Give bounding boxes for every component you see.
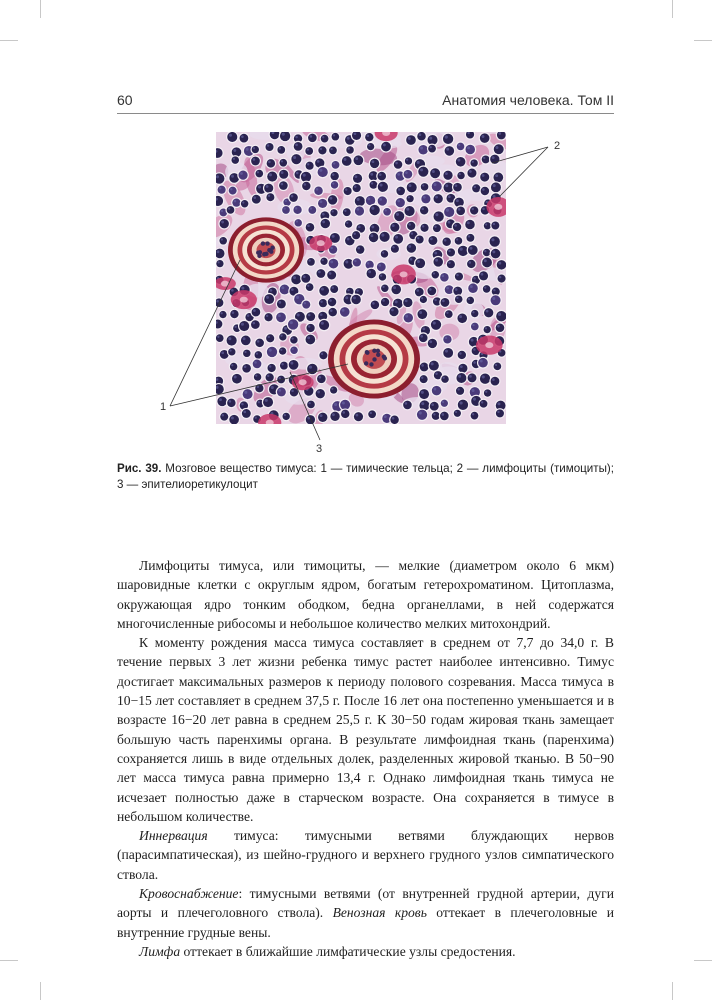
crop-mark [40, 982, 41, 1000]
italic-term: Лимфа [139, 943, 181, 959]
crop-mark [40, 0, 41, 18]
body-text [117, 556, 614, 961]
running-title: Анатомия человека. Том II [442, 92, 614, 108]
crop-mark [0, 960, 18, 961]
italic-term: Иннервация [139, 828, 208, 844]
header-rule [117, 113, 614, 114]
running-header [117, 92, 614, 114]
paragraph: Кровоснабжение: тимусными ветвями (от внутренней грудной артерии, дуги аорты и плечеголовного ствола). Венозная кровь оттекает в плечеголовные и внутренние грудные вены. [117, 886, 614, 940]
crop-mark [694, 960, 712, 961]
figure-label-2: 2 [554, 140, 561, 152]
italic-term: Венозная кровь [332, 905, 427, 921]
crop-mark [0, 40, 18, 41]
figure-caption [117, 461, 614, 493]
figure-number: Рис. 39. [117, 462, 162, 475]
paragraph: Иннервация тимуса: тимусными ветвями блуждающих нервов (парасимпатическая), из шейно-грудного и верхнего грудного узлов симпатического ствола. [117, 828, 614, 882]
caption-text: Мозговое вещество тимуса: 1 — тимические тельца; 2 — лимфоциты (тимоциты); 3 — эпителиоретикулоцит [117, 462, 614, 491]
figure-label-1: 1 [160, 401, 167, 413]
paragraph: Лимфоциты тимуса, или тимоциты, — мелкие (диаметром около 6 мкм) шаровидные клетки с округлым ядром, богатым гетерохроматином. Цитоплазма, окружающая ядро тонким ободком, бедна органеллами, в ней содержатся многочисленные рибосомы и небольшое количество мелких митохондрий. [117, 558, 614, 631]
paragraph: Лимфа оттекает в ближайшие лимфатические узлы средостения. [139, 943, 516, 959]
paragraph: К моменту рождения масса тимуса составляет в среднем от 7,7 до 34,0 г. В течение первых 3 лет жизни ребенка тимус растет наиболее интенсивно. Тимус достигает максимальных размеров к периоду полового созревания. Масса тимуса в 10−15 лет составляет в среднем 37,5 г. После 16 лет она постепенно уменьшается и в возрасте 16−20 лет равна в среднем 25,5 г. К 30−50 годам жировая ткань замещает большую часть паренхимы органа. В результате лимфоидная ткань (паренхима) сохраняется лишь в виде отдельных долек, разделенных жировой тканью. В 50−90 лет масса тимуса равна примерно 13,4 г. Однако лимфоидная ткань тимуса не исчезает полностью даже в старческом возрасте. Она сохраняется в тимусе в небольшом количестве. [117, 635, 614, 824]
crop-mark [672, 0, 673, 18]
crop-mark [694, 40, 712, 41]
thymus-medulla-illustration [216, 132, 506, 424]
italic-term: Кровоснабжение [139, 886, 239, 902]
crop-mark [672, 982, 673, 1000]
page-number: 60 [117, 92, 133, 108]
figure-label-3: 3 [316, 443, 323, 455]
